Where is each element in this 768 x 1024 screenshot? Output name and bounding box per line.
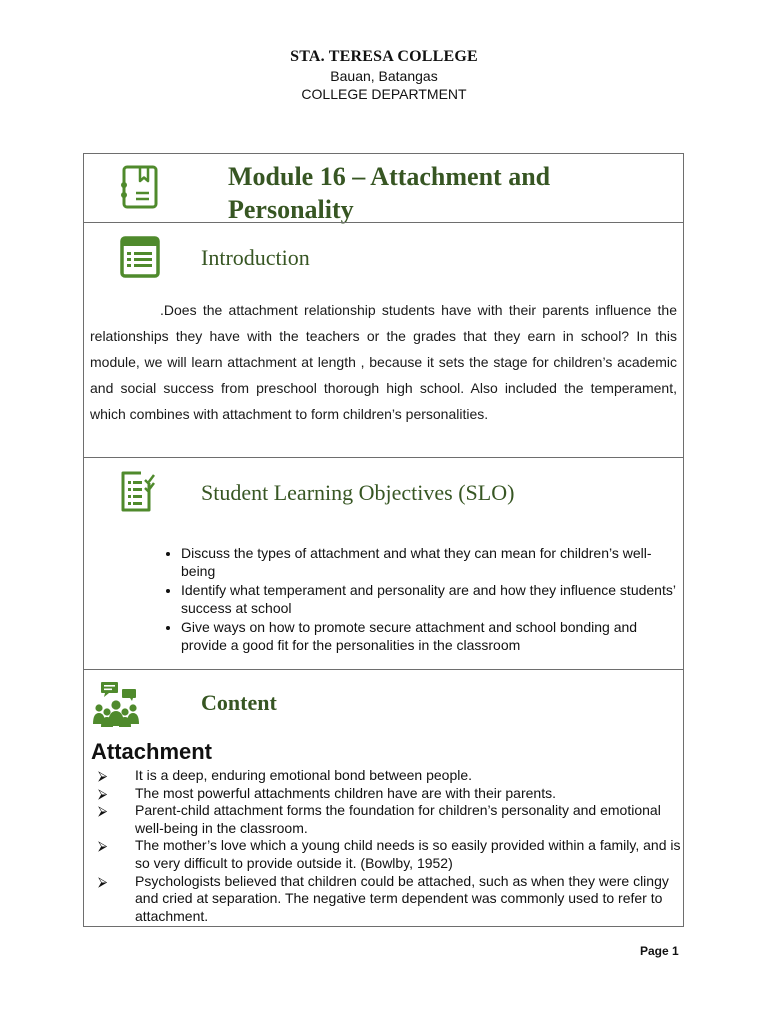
list-item: ⮚ Psychologists believed that children could be attached, such as when they were clingy and cried at separation. The negative term dependent was commonly used to refer to attachment. (98, 872, 669, 924)
list-item: ⮚ It is a deep, enduring emotional bond between people. (98, 767, 473, 783)
list-item: ⮚ The most powerful attachments children have are with their parents. (98, 784, 556, 801)
arrow-bullet-icon: ⮚ (98, 785, 108, 801)
list-item: ⮚ Parent-child attachment forms the foundation for children’s personality and emotional well-being in the classroom. (98, 802, 661, 836)
arrow-bullet-icon: ⮚ (98, 838, 108, 854)
arrow-bullet-icon: ⮚ (98, 803, 108, 819)
college-location: Bauan, Batangas (330, 68, 438, 84)
attachment-heading: Attachment (91, 739, 213, 764)
arrow-bullet-icon: ⮚ (98, 768, 108, 783)
list-item: • Give ways on how to promote secure attachment and school bonding and provide a good fit for the personalities in the classroom (181, 618, 681, 654)
content-section (83, 669, 684, 927)
college-name: STA. TERESA COLLEGE (290, 48, 478, 65)
arrow-bullet-icon: ⮚ (98, 873, 108, 889)
module-title-section (83, 153, 684, 223)
introduction-section (83, 222, 684, 458)
module-title-line-1: Module 16 – Attachment and (228, 162, 551, 191)
document-list-icon (119, 235, 161, 279)
slo-section (83, 457, 684, 670)
checklist-icon (119, 469, 159, 515)
attachment-points (98, 767, 688, 925)
list-item: • Discuss the types of attachment and what they can mean for children’s well-being (181, 544, 681, 580)
introduction-text (90, 297, 677, 427)
group-discussion-icon (92, 680, 140, 728)
department-name: COLLEGE DEPARTMENT (301, 86, 467, 102)
module-title-line-2: Personality (228, 195, 354, 224)
content-title: Content (201, 690, 277, 715)
slo-title: Student Learning Objectives (SLO) (201, 480, 515, 505)
introduction-title: Introduction (201, 245, 310, 270)
list-item: • Identify what temperament and personality are and how they influence students’ success at school (181, 581, 681, 617)
module-title (228, 160, 648, 226)
page-number: Page 1 (640, 944, 679, 958)
list-item: ⮚ The mother’s love which a young child needs is so easily provided within a family, and is so very difficult to provide outside it. (Bowlby, 1952) (98, 837, 681, 871)
slo-list (152, 544, 681, 655)
introduction-paragraph: .Does the attachment relationship students have with their parents influence the relationships they have with the teachers or the grades that they earn in school? In this module, we will learn attachment at length , because it sets the stage for children’s academic and social success from preschool thorough high school. Also included the temperament, which combines with attachment to form children’s personalities. (90, 302, 677, 422)
book-icon (118, 164, 162, 212)
